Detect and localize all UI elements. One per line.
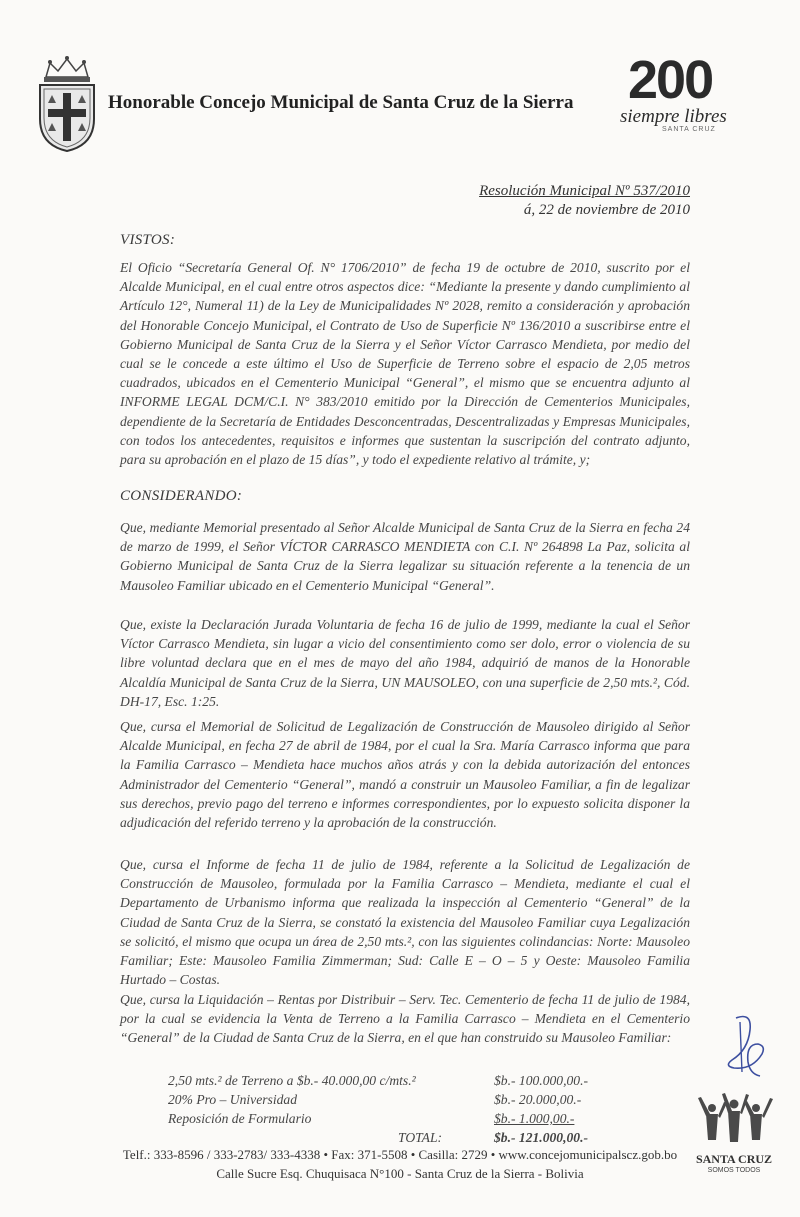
fee-row [168, 1092, 608, 1111]
considerando-paragraph: Que, cursa el Memorial de Solicitud de Legalización de Construcción de Mausoleo dirigido al Señor Alcalde Municipal, en fecha 27 de abril de 1984, por el cual la Sra. María Carrasco informa que para la Familia Carrasco – Mendieta hace muchos años atrás y con la debida autorización del entonces Administrador del Cementerio “General”, mandó a construir un Mausoleo Familiar, a fin de legalizar sus derechos, previo pago del terreno e informes correspondientes, por lo expuesto solicita disponer la adjudicación del referido terreno y la aprobación de la construcción. [120, 719, 690, 831]
resolution-title: Resolución Municipal Nº 537/2010 [479, 183, 690, 199]
fee-total-amount: $b.- 121.000,00.- [494, 1130, 589, 1145]
considerando-paragraph: Que, mediante Memorial presentado al Señor Alcalde Municipal de Santa Cruz de la Sierra en fecha 24 de marzo de 1999, el Señor VÍCTOR CARRASCO MENDIETA con C.I. Nº 264898 La Paz, solicita al Gobierno Municipal de Santa Cruz de la Sierra legalizar su situación referente a la tenencia de un Mausoleo Familiar ubicado en el Cementerio Municipal “General”. [120, 520, 690, 593]
considerando-paragraph: Que, existe la Declaración Jurada Voluntaria de fecha 16 de julio de 1999, mediante la cual el Señor Víctor Carrasco Mendieta, sin lugar a vicio del consentimiento como ser dolo, error o violencia de su libre voluntad declara que en el mes de mayo del año 1984, adquirió de manos de la Honorable Alcaldía Municipal de Santa Cruz de la Sierra, UN MAUSOLEO, con una superficie de 2,50 mts.², Cód. DH-17, Esc. 1:25. [120, 617, 690, 709]
vistos-heading: VISTOS: [120, 232, 176, 248]
fee-amount: $b.- 1.000,00.- [494, 1111, 575, 1126]
coat-of-arms-icon [34, 55, 100, 153]
council-name: Honorable Concejo Municipal de Santa Cruz de la Sierra [108, 92, 574, 113]
fee-table [168, 1073, 608, 1149]
fee-row [168, 1111, 608, 1130]
resolution-date: á, 22 de noviembre de 2010 [523, 202, 690, 218]
fee-description: 20% Pro – Universidad [168, 1092, 298, 1107]
considerando-paragraph: Que, cursa el Informe de fecha 11 de julio de 1984, referente a la Solicitud de Legalización de Construcción de Mausoleo, formulada por la Familia Carrasco – Mendieta, mediante el cual el Departamento de Urbanismo informa que realizada la inspección al Cementerio “General” de la Ciudad de Santa Cruz de la Sierra, se constató la existencia del Mausoleo Familiar cuya Legalización se solicitó, el mismo que ocupa un área de 2,50 mts.², con las siguientes colindancias: Norte: Mausoleo Familiar; Este: Mausoleo Familia Zimmerman; Sud: Calle E – O – 5 y Oeste: Mausoleo Familia Hurtado – Costas. [120, 857, 690, 988]
fee-description: 2,50 mts.² de Terreno a $b.- 40.000,00 c/mts.² [168, 1073, 416, 1088]
fee-total-label: TOTAL: [398, 1130, 443, 1145]
santa-cruz-logo-subtitle: SOMOS TODOS [707, 1167, 761, 1174]
fee-amount: $b.- 100.000,00.- [494, 1073, 589, 1088]
fee-description: Reposición de Formulario [168, 1111, 312, 1126]
santa-cruz-logo-title: SANTA CRUZ [695, 1152, 773, 1166]
bicentennial-number: 200 [628, 50, 713, 110]
bicentennial-slogan: siempre libres [620, 106, 727, 127]
people-figures-icon [688, 1090, 780, 1152]
signature-icon [722, 1010, 770, 1080]
bicentennial-logo [620, 50, 770, 140]
considerando-heading: CONSIDERANDO: [120, 488, 243, 504]
footer-address: Calle Sucre Esq. Chuquisaca N°100 - Santa Cruz de la Sierra - Bolivia [216, 1166, 584, 1181]
fee-row [168, 1073, 608, 1092]
considerando-paragraph: Que, cursa la Liquidación – Rentas por Distribuir – Serv. Tec. Cementerio de fecha 11 de julio de 1984, por la cual se evidencia la Venta de Terreno a la Familia Carrasco – Mendieta en el Cementerio “General” de la Ciudad de Santa Cruz de la Sierra, en el que han construido su Mausoleo Familiar: [120, 992, 690, 1046]
fee-amount: $b.- 20.000,00.- [494, 1092, 582, 1107]
vistos-paragraph: El Oficio “Secretaría General Of. N° 1706/2010” de fecha 19 de octubre de 2010, suscrito por el Alcalde Municipal, en el cual entre otros aspectos dice: “Mediante la presente y dando cumplimiento al Artículo 12°, Numeral 11) de la Ley de Municipalidades Nº 2028, remito a consideración y aprobación del Honorable Concejo Municipal, el Contrato de Uso de Superficie Nº 136/2010 a suscribirse entre el Gobierno Municipal de Santa Cruz de la Sierra y el Señor Víctor Carrasco Mendieta, por medio del cual se le concede a este último el Uso de Superficie de Terreno sobre el espacio de 2,05 metros cuadrados, ubicados en el Cementerio Municipal “General”, el mismo que se encuentra adjunto al INFORME LEGAL DCM/C.I. N° 383/2010 emitido por la Dirección de Cementerios Municipales, dependiente de la Secretaría de Entidades Desconcentradas, Descentralizadas y Empresas Municipales, con todos los antecedentes, requisitos e informes que sustentan la suscripción del contrato adjunto, para su aprobación en el plazo de 15 días”, y todo el expediente relativo al trámite, y; [120, 260, 690, 468]
bicentennial-subtitle: SANTA CRUZ [662, 126, 716, 133]
footer-contact: Telf.: 333-8596 / 333-2783/ 333-4338 • Fax: 371-5508 • Casilla: 2729 • www.concejomunicipalscz.gob.bo [122, 1147, 678, 1162]
